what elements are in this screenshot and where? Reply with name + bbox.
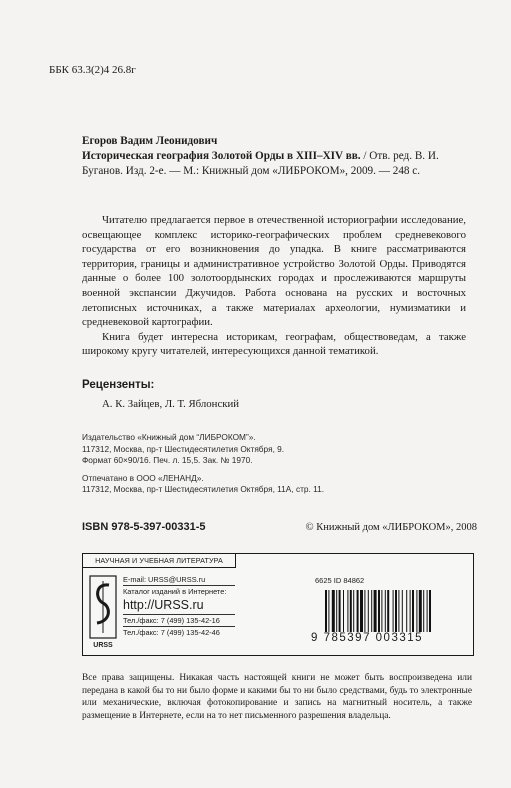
- reviewers-names: А. К. Зайцев, Л. Т. Яблонский: [102, 398, 240, 410]
- imprint: [82, 432, 472, 496]
- imprint-printer: Отпечатано в ООО «ЛЕНАНД».: [82, 472, 204, 483]
- series-label: НАУЧНАЯ И УЧЕБНАЯ ЛИТЕРАТУРА: [83, 554, 236, 568]
- imprint-format: Формат 60×90/16. Печ. л. 15,5. Зак. № 1970.: [82, 455, 253, 466]
- bibliographic-details: / Отв. ред. В. И. Буганов. Изд. 2-е. — М.: Книжный дом «ЛИБРОКОМ», 2009. — 248 с.: [82, 150, 439, 177]
- barcode-graphic: [325, 590, 465, 632]
- imprint-publisher-address: 117312, Москва, пр-т Шестидесятилетия Октября, 9.: [82, 443, 285, 454]
- book-title: Историческая география Золотой Орды в XIII–XIV вв.: [82, 150, 361, 162]
- barcode-id: 6625 ID 84862: [315, 576, 365, 585]
- urss-website-link[interactable]: http://URSS.ru: [123, 597, 235, 615]
- author-name: Егоров Вадим Леонидович: [82, 135, 218, 147]
- urss-phone-2: Тел./факс: 7 (499) 135-42-46: [123, 628, 220, 637]
- bibliographic-record: [82, 134, 454, 179]
- urss-catalog-label: Каталог изданий в Интернете:: [123, 587, 227, 596]
- annotation: [82, 213, 466, 359]
- copyright-notice: © Книжный дом «ЛИБРОКОМ», 2008: [305, 522, 477, 533]
- isbn: ISBN 978-5-397-00331-5: [82, 521, 206, 533]
- imprint-publisher: Издательство «Книжный дом “ЛИБРОКОМ”».: [82, 432, 256, 442]
- urss-email: E-mail: URSS@URSS.ru: [123, 574, 235, 586]
- barcode-digits: 9 785397 003315: [311, 632, 424, 644]
- urss-phone-1: Тел./факс: 7 (499) 135-42-16: [123, 615, 235, 627]
- urss-logo-icon: [89, 575, 117, 643]
- urss-logo-text: URSS: [93, 642, 113, 649]
- annotation-paragraph: Читателю предлагается первое в отечественной историографии исследование, освещающее комплекс историко-географических проблем средневекового государства от его возникновения до упадка. В книге рассматриваются территория, границы и административное устройство Золотой Орды. Приводятся данные о более 100 золотоордынских городах и прослеживаются маршруты военной экспансии Джучидов. Работа основана на русских и восточных летописных источниках, а также материалах археологии, нумизматики и средневековой картографии.: [82, 214, 466, 329]
- imprint-printer-address: 117312, Москва, пр-т Шестидесятилетия Октября, 11А, стр. 11.: [82, 484, 325, 495]
- bbk-code: ББК 63.3(2)4 26.8г: [49, 64, 136, 76]
- rights-notice: Все права защищены. Никакая часть настоящей книги не может быть воспроизведена или передана в какой бы то ни было форме и какими бы то ни было средствами, будь то электронные или механические, включая фотокопирование и запись на магнитный носитель, а также размещение в Интернете, если на то нет письменного разрешения владельца.: [82, 673, 472, 721]
- reviewers-heading: Рецензенты:: [82, 379, 155, 391]
- annotation-paragraph: Книга будет интересна историкам, географам, обществоведам, а также широкому кругу читателей, интересующихся данной тематикой.: [82, 330, 466, 358]
- urss-contact-box: [82, 553, 474, 656]
- urss-contacts: [123, 574, 235, 638]
- bibliographic-description: [82, 149, 454, 179]
